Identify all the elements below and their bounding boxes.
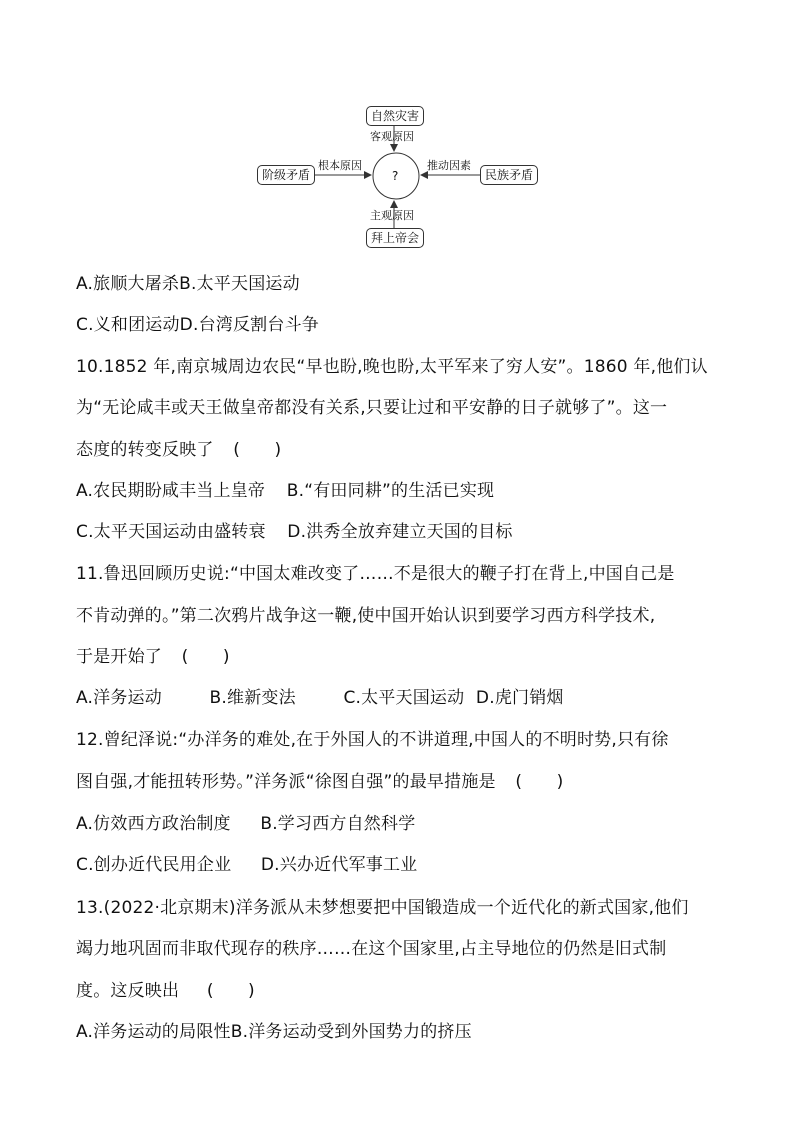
q10-option-a: A.农民期盼咸丰当上皇帝: [76, 481, 266, 501]
q11-stem-text: 于是开始了: [76, 647, 162, 667]
q13-stem-line1: 13.(2022·北京期末)洋务派从未梦想要把中国锻造成一个近代化的新式国家,他们: [76, 898, 689, 918]
q10-option-b: B.“有田同耕”的生活已实现: [286, 481, 495, 501]
q12-stem-text: 图自强,才能扭转形势。”洋务派“徐图自强”的最早措施是: [76, 772, 496, 792]
q9-options-cd: C.义和团运动D.台湾反割台斗争: [76, 315, 319, 335]
q13-stem-line2: 竭力地巩固而非取代现存的秩序……在这个国家里,占主导地位的仍然是旧式制: [76, 939, 667, 959]
center-question-mark: ?: [392, 169, 399, 183]
q9-options-ab: A.旅顺大屠杀B.太平天国运动: [76, 274, 300, 294]
q10-options-ab: [76, 479, 494, 503]
q12-option-c: C.创办近代民用企业: [76, 855, 232, 875]
q11-stem-line3: [76, 645, 230, 669]
q11-option-c: C.太平天国运动: [343, 688, 465, 708]
cause-diagram: [0, 0, 794, 260]
box-class-conflict: 阶级矛盾: [257, 165, 315, 185]
label-root-cause: 根本原因: [318, 159, 362, 172]
q11-option-b: B.维新变法: [209, 688, 296, 708]
q12-stem-line1: 12.曾纪泽说:“办洋务的难处,在于外国人的不讲道理,中国人的不明时势,只有徐: [76, 730, 669, 750]
label-objective-cause: 客观原因: [370, 130, 414, 143]
label-subjective-cause: 主观原因: [370, 209, 414, 222]
box-god-worshipping-society: 拜上帝会: [366, 228, 424, 248]
box-ethnic-conflict: 民族矛盾: [480, 165, 538, 185]
q11-options: [76, 686, 564, 710]
q11-stem-line2: 不肯动弹的。”第二次鸦片战争这一鞭,使中国开始认识到要学习西方科学技术,: [76, 606, 656, 626]
q13-stem-text: 度。这反映出: [76, 981, 180, 1001]
q10-option-d: D.洪秀全放弃建立天国的目标: [287, 522, 513, 542]
q10-options-cd: [76, 520, 513, 544]
q10-option-c: C.太平天国运动由盛转衰: [76, 522, 266, 542]
q13-options-ab: A.洋务运动的局限性B.洋务运动受到外国势力的挤压: [76, 1022, 472, 1042]
label-driving-factor: 推动因素: [427, 159, 471, 172]
q12-option-b: B.学习西方自然科学: [260, 814, 416, 834]
box-natural-disaster: 自然灾害: [366, 106, 424, 126]
q12-stem-line2: [76, 770, 563, 794]
answer-paren: ( ): [233, 440, 282, 460]
q11-option-a: A.洋务运动: [76, 688, 162, 708]
q10-stem-line3: [76, 438, 281, 462]
answer-paren: ( ): [206, 981, 255, 1001]
q12-option-d: D.兴办近代军事工业: [260, 855, 418, 875]
q12-option-a: A.仿效西方政治制度: [76, 814, 231, 834]
q10-stem-text: 态度的转变反映了: [76, 440, 214, 460]
q10-stem-line1: 10.1852 年,南京城周边农民“早也盼,晚也盼,太平军来了穷人安”。1860 年,他们认: [76, 357, 708, 377]
q13-stem-line3: [76, 979, 255, 1003]
q12-options-ab: [76, 812, 415, 836]
q11-stem-line1: 11.鲁迅回顾历史说:“中国太难改变了……不是很大的鞭子打在背上,中国自己是: [76, 564, 675, 584]
q10-stem-line2: 为“无论咸丰或天王做皇帝都没有关系,只要让过和平安静的日子就够了”。这一: [76, 398, 668, 418]
answer-paren: ( ): [515, 772, 564, 792]
q11-option-d: D.虎门销烟: [475, 688, 564, 708]
q12-options-cd: [76, 853, 417, 877]
answer-paren: ( ): [181, 647, 230, 667]
